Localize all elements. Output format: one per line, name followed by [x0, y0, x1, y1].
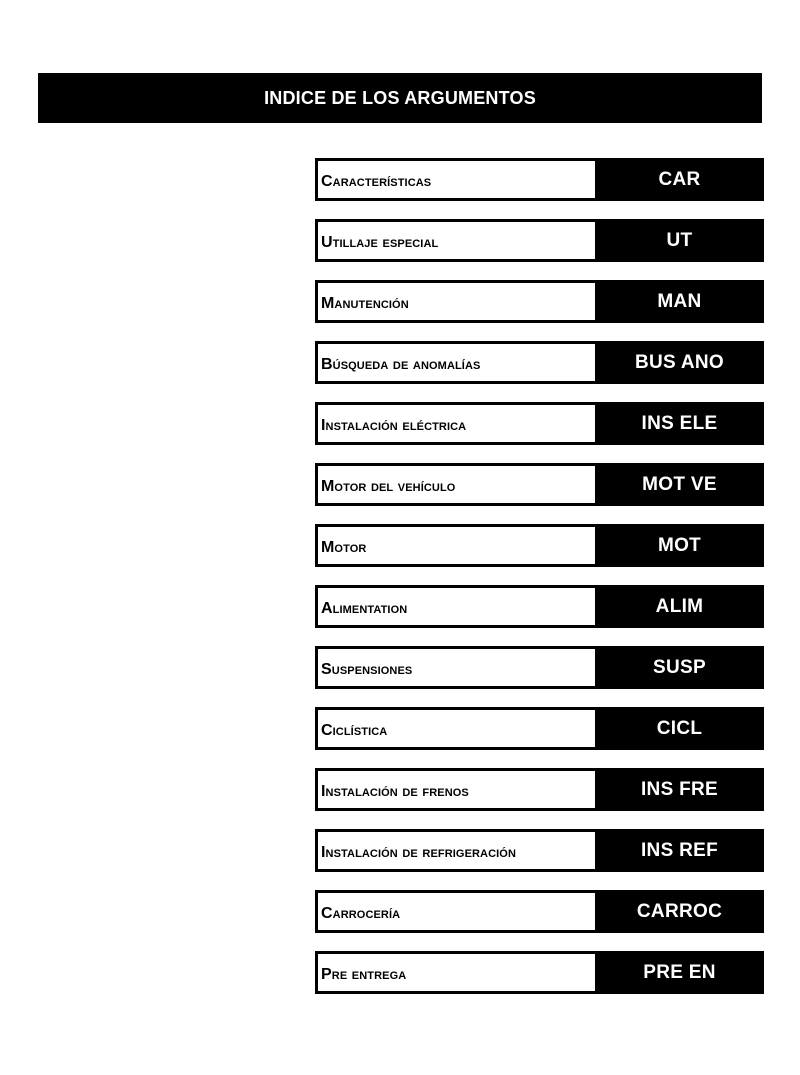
index-label: Motor: [321, 538, 367, 556]
index-label: Manutención: [321, 294, 409, 312]
index-label: Instalación eléctrica: [321, 416, 467, 434]
index-label-box: [315, 646, 595, 689]
index-row-bus-ano[interactable]: [315, 341, 764, 384]
index-row-ins-ele[interactable]: [315, 402, 764, 445]
index-code-box: [595, 890, 764, 933]
index-label-box: [315, 890, 595, 933]
index-code: SUSP: [653, 656, 706, 678]
index-row-alim[interactable]: [315, 585, 764, 628]
index-code: INS REF: [640, 839, 719, 861]
index-label-box: [315, 524, 595, 567]
index-code-box: [595, 829, 764, 872]
page-title: INDICE DE LOS ARGUMENTOS: [264, 88, 536, 108]
index-code: CICL: [656, 717, 703, 739]
index-code: MAN: [657, 290, 702, 312]
index-code-box: [595, 341, 764, 384]
index-label-box: [315, 280, 595, 323]
index-code-box: [595, 951, 764, 994]
index-label: Búsqueda de anomalías: [321, 355, 481, 373]
index-code-box: [595, 585, 764, 628]
index-code: CAR: [658, 168, 701, 190]
index-code-box: [595, 402, 764, 445]
index-label: Instalación de frenos: [321, 782, 469, 800]
index-label-box: [315, 951, 595, 994]
index-code-box: [595, 463, 764, 506]
index-code-box: [595, 219, 764, 262]
index-code-box: [595, 646, 764, 689]
index-label-box: [315, 341, 595, 384]
index-code: MOT VE: [642, 473, 717, 495]
index-label-box: [315, 158, 595, 201]
index-code: INS FRE: [640, 778, 719, 800]
index-code-box: [595, 707, 764, 750]
index-label: Suspensiones: [321, 660, 413, 678]
index-code-box: [595, 524, 764, 567]
index-row-man[interactable]: [315, 280, 764, 323]
index-label-box: [315, 463, 595, 506]
index-row-car[interactable]: [315, 158, 764, 201]
index-label-box: [315, 402, 595, 445]
index-row-mot[interactable]: [315, 524, 764, 567]
index-label: Características: [321, 172, 432, 190]
index-code: ALIM: [655, 595, 704, 617]
index-label: Carrocería: [321, 904, 401, 922]
index-row-ins-ref[interactable]: [315, 829, 764, 872]
index-code: UT: [666, 229, 693, 251]
index-label: Instalación de refrigeración: [321, 843, 516, 861]
index-label-box: [315, 707, 595, 750]
index-label: Ciclística: [321, 721, 388, 739]
index-row-carroc[interactable]: [315, 890, 764, 933]
index-label: Motor del vehículo: [321, 477, 456, 495]
index-label-box: [315, 768, 595, 811]
index-code: MOT: [657, 534, 702, 556]
index-code: CARROC: [636, 900, 723, 922]
index-label-box: [315, 219, 595, 262]
index-code-box: [595, 280, 764, 323]
index-code: INS ELE: [641, 412, 718, 434]
index-code-box: [595, 158, 764, 201]
index-list: [315, 158, 764, 1012]
index-row-pre-en[interactable]: [315, 951, 764, 994]
index-label-box: [315, 585, 595, 628]
index-row-susp[interactable]: [315, 646, 764, 689]
index-row-cicl[interactable]: [315, 707, 764, 750]
index-code: PRE EN: [643, 961, 716, 983]
index-label: Alimentation: [321, 599, 408, 617]
index-code-box: [595, 768, 764, 811]
index-row-ut[interactable]: [315, 219, 764, 262]
index-label: Utillaje especial: [321, 233, 439, 251]
index-label-box: [315, 829, 595, 872]
index-row-mot-ve[interactable]: [315, 463, 764, 506]
index-row-ins-fre[interactable]: [315, 768, 764, 811]
index-code: BUS ANO: [634, 351, 724, 373]
index-label: Pre entrega: [321, 965, 407, 983]
